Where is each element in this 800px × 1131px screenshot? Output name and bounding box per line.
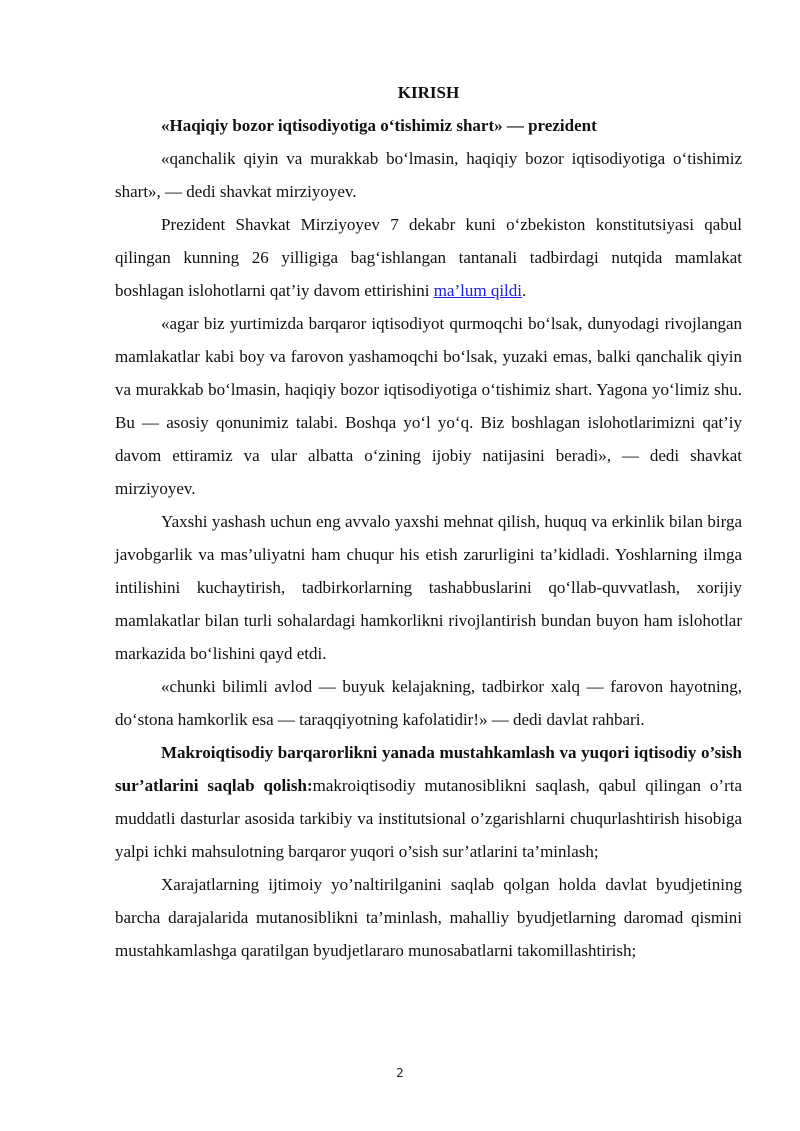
paragraph-2 (115, 208, 742, 307)
malum-qildi-link[interactable]: ma’lum qildi (433, 281, 522, 300)
paragraph-4: Yaxshi yashash uchun eng avvalo yaxshi mehnat qilish, huquq va erkinlik bilan birga javobgarlik va mas’uliyatni ham chuqur his etish zarurligini ta’kidladi. Yoshlarning ilmga intilishini kuchaytirish, tadbirkorlarning tashabbuslarini qo‘llab-quvvatlash, xorijiy mamlakatlar bilan turli sohalardagi hamkorlikni rivojlantirish bundan buyon ham islohotlar markazida bo‘lishini qayd etdi. (115, 512, 742, 663)
paragraph-6 (115, 736, 742, 868)
paragraph-2-end: . (522, 281, 527, 300)
paragraph-2-text: Prezident Shavkat Mirziyoyev 7 dekabr kuni o‘zbekiston konstitutsiyasi qabul qilingan kunning 26 yilligiga bag‘ishlangan tantanali tadbirdagi nutqida mamlakat boshlagan islohotlarni qat’iy davom ettirishini (115, 215, 742, 300)
paragraph-7: Xarajatlarning ijtimoiy yo’naltirilganini saqlab qolgan holda davlat byudjetining barcha darajalarida mutanosiblikni ta’minlash, mahalliy byudjetlarning daromad qismini mustahkamlashga qaratilgan byudjetlararo munosabatlarni takomillashtirish; (115, 875, 742, 960)
section-heading: Makroiqtisodiy barqarorlikni yanada mustahkamlash va yuqori iqtisodiy o’sish sur’atlarini saqlab qolish: (115, 743, 742, 795)
page-number: 2 (396, 1066, 404, 1080)
paragraph-5: «chunki bilimli avlod — buyuk kelajakning, tadbirkor xalq — farovon hayotning, do‘stona hamkorlik esa — taraqqiyotning kafolatidir!» — dedi davlat rahbari. (115, 677, 742, 729)
document-subtitle: «Haqiqiy bozor iqtisodiyotiga o‘tishimiz shart» — prezident (161, 116, 597, 135)
paragraph-3: «agar biz yurtimizda barqaror iqtisodiyot qurmoqchi bo‘lsak, dunyodagi rivojlangan mamlakatlar kabi boy va farovon yashamoqchi bo‘lsak, yuzaki emas, balki qanchalik qiyin va murakkab bo‘lmasin, haqiqiy bozor iqtisodiyotiga o‘tishimiz shart. Yagona yo‘limiz shu. Bu — asosiy qonunimiz talabi. Boshqa yo‘l yo‘q. Biz boshlagan islohotlarimizni qat’iy davom ettiramiz va ular albatta o‘zining ijobiy natijasini beradi», — dedi shavkat mirziyoyev. (115, 314, 742, 498)
page-title: KIRISH (397, 83, 460, 102)
document-body (115, 76, 742, 967)
paragraph-6-text: makroiqtisodiy mutanosiblikni saqlash, qabul qilingan o’rta muddatli dasturlar asosida tarkibiy va institutsional o’zgarishlarni chuqurlashtirish hisobiga yalpi ichki mahsulotning barqaror yuqori o’sish sur’atlarini ta’minlash; (115, 776, 742, 861)
paragraph-1: «qanchalik qiyin va murakkab bo‘lmasin, haqiqiy bozor iqtisodiyotiga o‘tishimiz shart», — dedi shavkat mirziyoyev. (115, 149, 742, 201)
